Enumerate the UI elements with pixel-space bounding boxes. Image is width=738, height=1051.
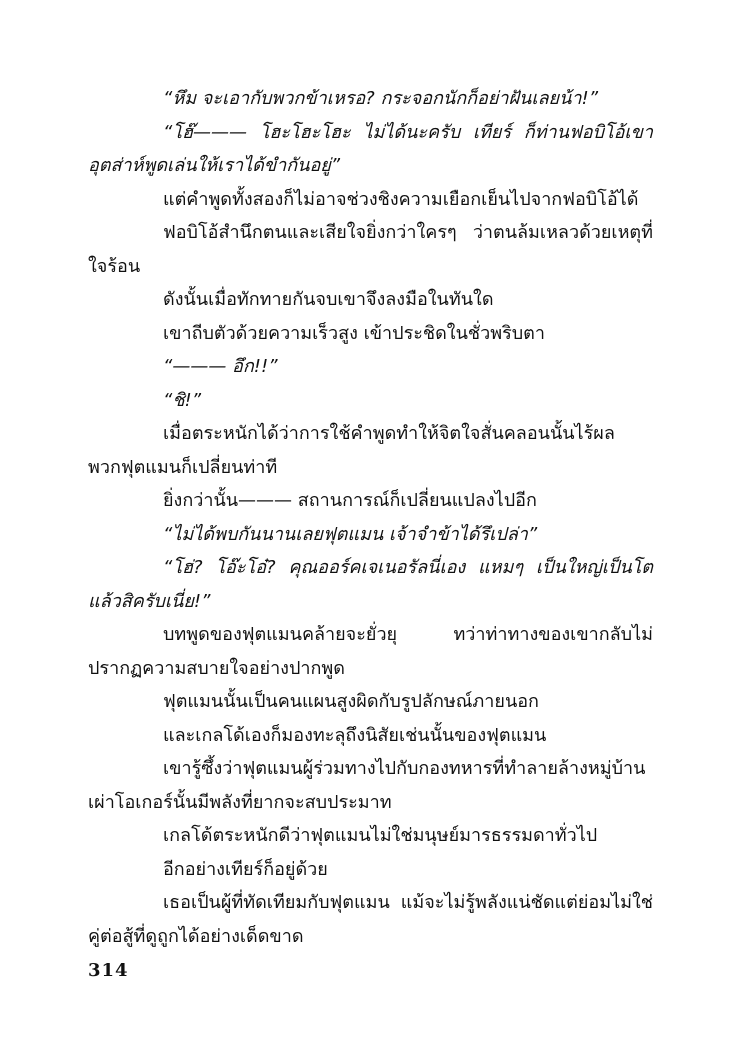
paragraph: “โฮ๊——— โฮะโฮะโฮะ ไม่ได้นะครับ เทียร์ ก็ท่านฟอบิโอ้เขาอุตส่าห์พูดเล่นให้เราได้ขำกันอยู่” <box>88 121 653 176</box>
paragraph: “ไม่ได้พบกันนานเลยฟุตแมน เจ้าจำข้าได้รึเปล่า” <box>163 523 538 545</box>
paragraph: “ชิ!” <box>163 389 202 411</box>
paragraph: ยิ่งกว่านั้น——— สถานการณ์ก็เปลี่ยนแปลงไปอีก <box>163 490 537 511</box>
page-number: 314 <box>88 960 129 981</box>
paragraph: “——— อึก!!” <box>163 356 278 377</box>
paragraph: เมื่อตระหนักได้ว่าการใช้คำพูดทำให้จิตใจสั่นคลอนนั้นไร้ผล พวกฟุตแมนก็เปลี่ยนท่าที <box>88 423 615 478</box>
body-text <box>88 82 653 953</box>
paragraph: ฟุตแมนนั้นเป็นคนแผนสูงผิดกับรูปลักษณ์ภายนอก <box>163 691 539 712</box>
paragraph: บทพูดของฟุตแมนคล้ายจะยั่วยุ ทว่าท่าทางของเขากลับไม่ปรากฏความสบายใจอย่างปากพูด <box>88 624 653 679</box>
paragraph: “หึม จะเอากับพวกข้าเหรอ? กระจอกนักก็อย่าฝันเลยน้า!” <box>163 88 599 109</box>
paragraph: อีกอย่างเทียร์ก็อยู่ด้วย <box>163 858 328 880</box>
paragraph: และเกลโด้เองก็มองทะลุถึงนิสัยเช่นนั้นของฟุตแมน <box>163 724 547 746</box>
paragraph: ดังนั้นเมื่อทักทายกันจบเขาจึงลงมือในทันใด <box>163 289 494 310</box>
paragraph: เธอเป็นผู้ที่ทัดเทียมกับฟุตแมน แม้จะไม่รู้พลังแน่ชัดแต่ย่อมไม่ใช่คู่ต่อสู้ที่ดูถูกได้อย่างเด็ดขาด <box>88 892 653 947</box>
paragraph: แต่คำพูดทั้งสองก็ไม่อาจช่วงชิงความเยือกเย็นไปจากฟอบิโอ้ได้ <box>163 188 639 210</box>
paragraph: เกลโด้ตระหนักดีว่าฟุตแมนไม่ใช่มนุษย์มารธรรมดาทั่วไป <box>163 825 598 846</box>
paragraph: ฟอบิโอ้สำนึกตนและเสียใจยิ่งกว่าใครๆ ว่าตนล้มเหลวด้วยเหตุที่ใจร้อน <box>88 222 653 277</box>
paragraph: เขารู้ซึ้งว่าฟุตแมนผู้ร่วมทางไปกับกองทหารที่ทำลายล้างหมู่บ้านเผ่าโอเกอร์นั้นมีพลังที่ยากจะสบประมาท <box>88 758 646 813</box>
paragraph: เขาถีบตัวด้วยความเร็วสูง เข้าประชิดในชั่วพริบตา <box>163 322 545 344</box>
paragraph: “โฮ่? โอ๊ะโอ๋? คุณออร์คเจเนอรัลนี่เอง แหมๆ เป็นใหญ่เป็นโตแล้วสิครับเนี่ย!” <box>88 557 653 612</box>
